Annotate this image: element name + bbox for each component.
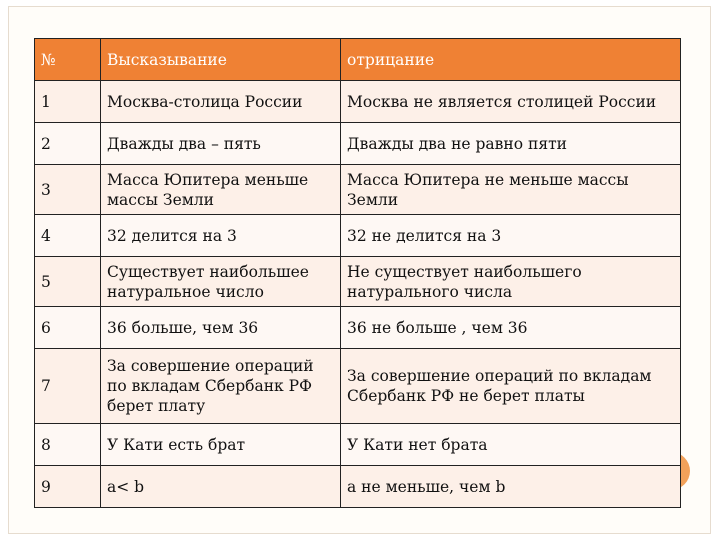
table-row	[35, 165, 681, 215]
statement-cell: У Кати есть брат	[101, 424, 341, 466]
negation-cell: Дважды два не равно пяти	[341, 123, 681, 165]
negation-cell: 36 не больше , чем 36	[341, 307, 681, 349]
negation-cell: За совершение операций по вкладам Сбербанк РФ не берет платы	[341, 349, 681, 424]
table-row	[35, 123, 681, 165]
negation-cell: Масса Юпитера не меньше массы Земли	[341, 165, 681, 215]
header-statement: Высказывание	[101, 39, 341, 81]
row-number: 8	[35, 424, 101, 466]
table-row	[35, 81, 681, 123]
statement-cell: Москва-столица России	[101, 81, 341, 123]
table-row	[35, 424, 681, 466]
row-number: 2	[35, 123, 101, 165]
statement-cell: Масса Юпитера меньше массы Земли	[101, 165, 341, 215]
negation-cell: У Кати нет брата	[341, 424, 681, 466]
negation-cell: Не существует наибольшего натурального числа	[341, 257, 681, 307]
row-number: 6	[35, 307, 101, 349]
statement-cell: Дважды два – пять	[101, 123, 341, 165]
negation-cell: 32 не делится на 3	[341, 215, 681, 257]
statement-cell: За совершение операций по вкладам Сбербанк РФ берет плату	[101, 349, 341, 424]
table-row	[35, 466, 681, 508]
row-number: 9	[35, 466, 101, 508]
table-row	[35, 307, 681, 349]
row-number: 3	[35, 165, 101, 215]
statement-cell: 36 больше, чем 36	[101, 307, 341, 349]
header-negation: отрицание	[341, 39, 681, 81]
table-row	[35, 215, 681, 257]
row-number: 4	[35, 215, 101, 257]
statement-cell: 32 делится на 3	[101, 215, 341, 257]
header-number: №	[35, 39, 101, 81]
row-number: 7	[35, 349, 101, 424]
header-row	[35, 39, 681, 81]
negation-cell: Москва не является столицей России	[341, 81, 681, 123]
statements-table	[34, 38, 681, 508]
table-row	[35, 349, 681, 424]
statement-cell: a< b	[101, 466, 341, 508]
row-number: 5	[35, 257, 101, 307]
row-number: 1	[35, 81, 101, 123]
statement-cell: Существует наибольшее натуральное число	[101, 257, 341, 307]
table-row	[35, 257, 681, 307]
negation-cell: a не меньше, чем b	[341, 466, 681, 508]
